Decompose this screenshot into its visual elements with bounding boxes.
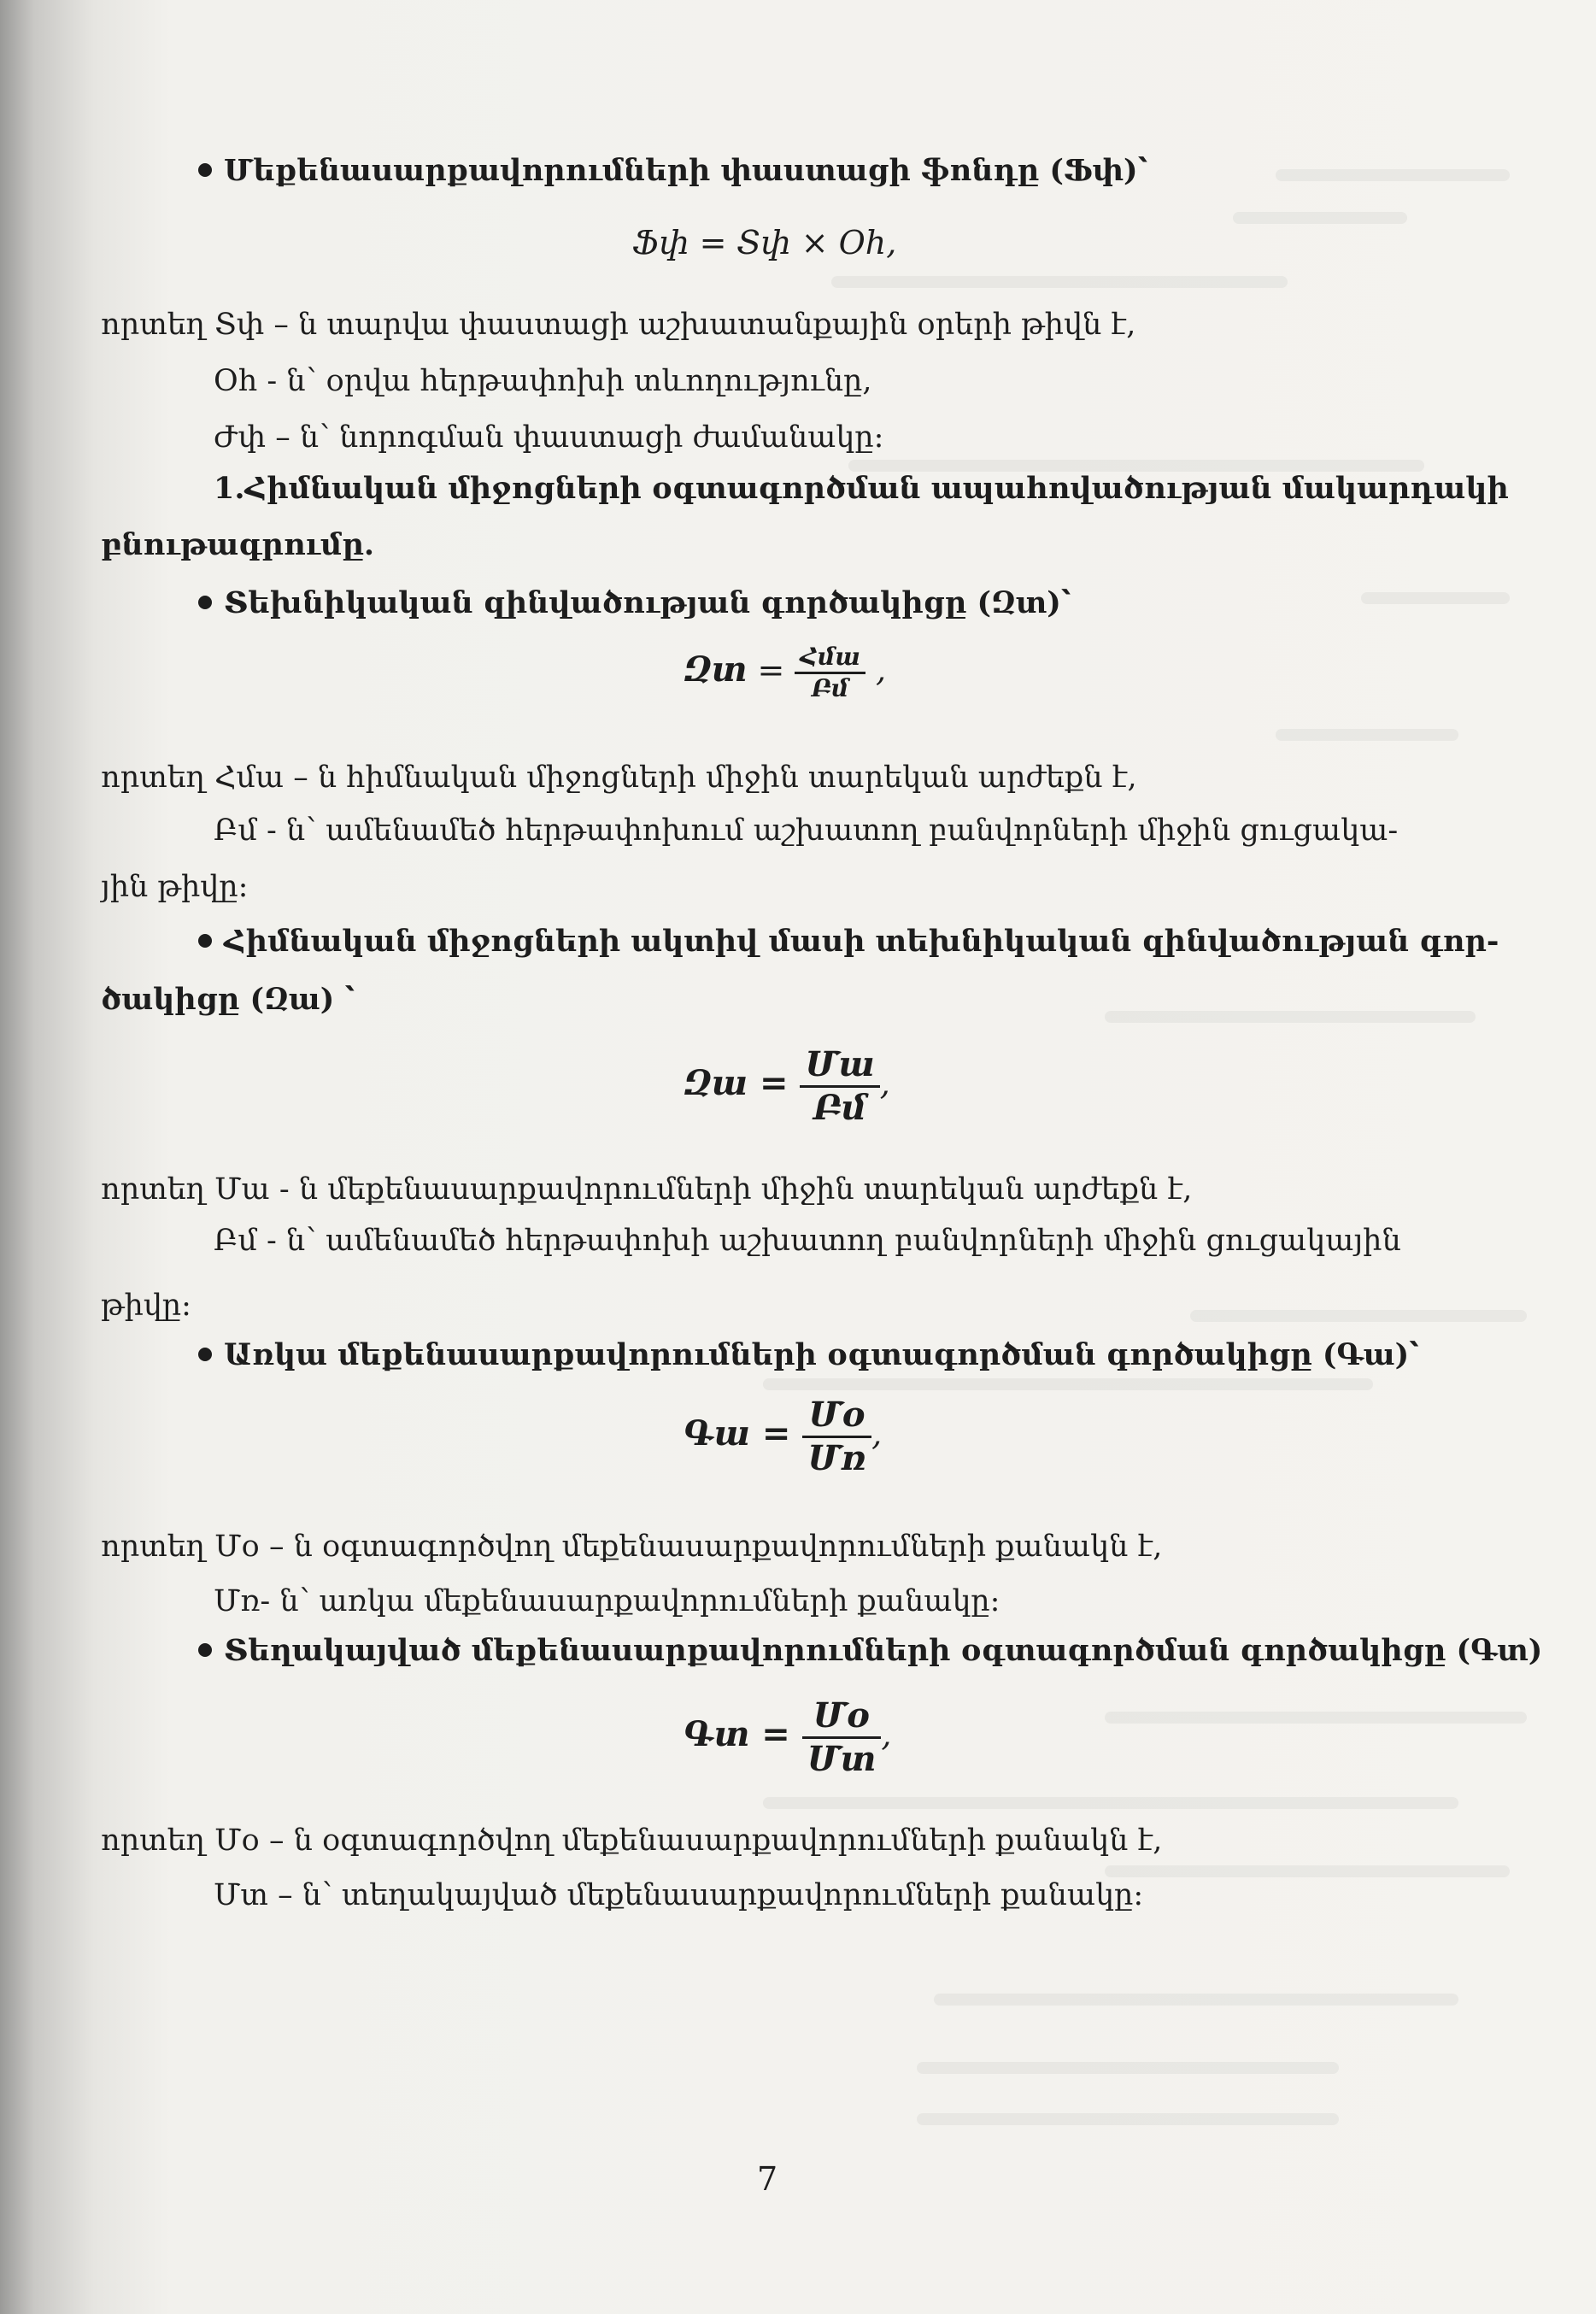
text-line: որտեղ Հմա – ն հիմնական միջոցների միջին տարեկան արժեքն է, bbox=[101, 761, 1137, 795]
text-line: Մռ- ն՝ առկա մեքենասարքավորումների քանակը: bbox=[214, 1584, 1000, 1618]
section-heading: 1.Հիմնական միջոցների օգտագործման ապահովածության մակարդակի bbox=[214, 471, 1509, 506]
bullet-heading: Հիմնական միջոցների ակտիվ մասի տեխնիկական զինվածության գոր- bbox=[198, 923, 1499, 960]
page-number: 7 bbox=[757, 2160, 778, 2198]
text-line: որտեղ Մա - ն մեքենասարքավորումների միջին տարեկան արժեքն է, bbox=[101, 1172, 1193, 1207]
text-line: յին թիվը: bbox=[101, 870, 249, 904]
text-line: Ժփ – ն՝ նորոգման փաստացի ժամանակը: bbox=[214, 420, 884, 455]
bullet-heading-continued: ծակիցը (Զա) ՝ bbox=[101, 982, 355, 1017]
formula-stoppage-fund: Ֆփ = Տփ × Oh, bbox=[632, 224, 897, 261]
bullet-icon bbox=[198, 934, 212, 948]
text-line: որտեղ Մօ – ն օգտագործվող մեքենասարքավորումների քանակն է, bbox=[101, 1824, 1163, 1858]
text-line: Բմ - ն՝ ամենամեծ հերթափոխի աշխատող բանվորների միջին ցուցակային bbox=[214, 1224, 1401, 1258]
bullet-icon bbox=[198, 596, 212, 609]
bullet-icon bbox=[198, 1348, 212, 1361]
bullet-heading: Տեղակայված մեքենասարքավորումների օգտագործման գործակիցը (Գտ) bbox=[198, 1632, 1542, 1670]
text-line: թիվը: bbox=[101, 1289, 191, 1323]
text-line: որտեղ Մօ – ն օգտագործվող մեքենասարքավորումների քանակն է, bbox=[101, 1530, 1163, 1564]
formula-installed-usage: Գտ = $\frac{\text{Մօ}}{\text{Մտ}}$ , bbox=[684, 1695, 892, 1779]
formula-tech-armament: Զտ = $\frac{\text{Հմա}}{\text{Բմ}}$ , bbox=[684, 643, 887, 702]
text-line: Բմ - ն՝ ամենամեծ հերթափոխում աշխատող բանվորների միջին ցուցակա- bbox=[214, 813, 1399, 848]
formula-existing-usage: Գա = $\frac{\text{Մօ}}{\text{Մռ}}$ , bbox=[684, 1395, 883, 1478]
formula-active-armament: Զա = $\frac{\text{Մա}}{\text{Բմ}}$ , bbox=[684, 1044, 890, 1128]
text-line: Oh - ն՝ օրվա հերթափոխի տևողությունը, bbox=[214, 364, 872, 398]
bullet-heading: Առկա մեքենասարքավորումների օգտագործման գործակիցը (Գա)՝ bbox=[198, 1336, 1418, 1374]
section-heading-continued: բնութագրումը. bbox=[101, 527, 375, 562]
bullet-icon bbox=[198, 1643, 212, 1657]
bullet-heading: Տեխնիկական զինվածության գործակիցը (Զտ)՝ bbox=[198, 584, 1071, 622]
bullet-icon bbox=[198, 163, 212, 177]
text-line: Մտ – ն՝ տեղակայված մեքենասարքավորումների քանակը: bbox=[214, 1878, 1144, 1912]
text-line: որտեղ Տփ – ն տարվա փաստացի աշխատանքային օրերի թիվն է, bbox=[101, 308, 1136, 342]
heading-machinery-stoppage-fund: Մեքենասարքավորումների փաստացի ֆոնդը (Ֆփ)՝ bbox=[198, 152, 1147, 190]
